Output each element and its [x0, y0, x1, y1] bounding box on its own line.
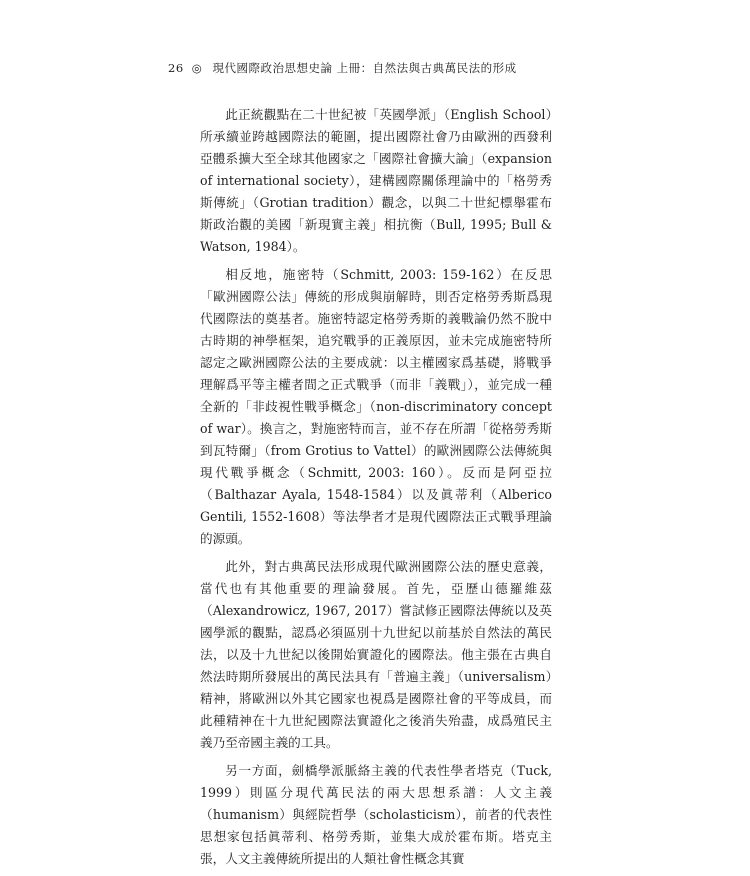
paragraph-2: 相反地，施密特（Schmitt, 2003: 159-162）在反思「歐洲國際公法」傳統的形成與崩解時，則否定格勞秀斯爲現代國際法的奠基者。施密特認定格勞秀斯的義戰論仍然不脫中古時期的神學框架，追究戰爭的正義原因，並未完成施密特所認定之歐洲國際公法的主要成就：以主權國家爲基礎，將戰爭理解爲平等主權者間之正式戰爭（而非「義戰」），並完成一種全新的「非歧視性戰爭概念」（non-discriminatory concept of war）。換言之，對施密特而言，並不存在所謂「從格勞秀斯到瓦特爾」（from Grotius to Vattel）的歐洲國際公法傳統與現代戰爭概念（Schmitt, 2003: 160）。反而是阿亞拉（Balthazar Ayala, 1548-1584）以及眞蒂利（Alberico Gentili, 1552-1608）等法學者才是現代國際法正式戰爭理論的源頭。: [200, 267, 552, 546]
book-title: 現代國際政治思想史論 上冊：自然法與古典萬民法的形成: [212, 61, 517, 75]
bullseye-ornament-icon: ◎: [191, 61, 203, 75]
paragraph-3: 此外，對古典萬民法形成現代歐洲國際公法的歷史意義，當代也有其他重要的理論發展。首先，亞歷山德羅維茲（Alexandrowicz, 1967, 2017）嘗試修正國際法傳統以及英國學派的觀點，認爲必須區別十九世紀以前基於自然法的萬民法，以及十九世紀以後開始實證化的國際法。他主張在古典自然法時期所發展出的萬民法具有「普遍主義」（universalism）精神，將歐洲以外其它國家也視爲是國際社會的平等成員，而此種精神在十九世紀國際法實證化之後消失殆盡，成爲殖民主義乃至帝國主義的工具。: [200, 559, 552, 750]
page-number: 26: [168, 61, 184, 75]
paragraph-1: 此正統觀點在二十世紀被「英國學派」（English School）所承續並跨越國際法的範圍，提出國際社會乃由歐洲的西發利亞體系擴大至全球其他國家之「國際社會擴大論」（expansion of international society），建構國際關係理論中的「格勞秀斯傳統」（Grotian tradition）觀念，以與二十世紀標舉霍布斯政治觀的美國「新現實主義」相抗衡（Bull, 1995; Bull & Watson, 1984）。: [200, 107, 552, 254]
paragraph-4: 另一方面，劍橋學派脈絡主義的代表性學者塔克（Tuck, 1999）則區分現代萬民法的兩大思想系譜：人文主義（humanism）與經院哲學（scholasticism），前者的代表性思想家包括眞蒂利、格勞秀斯，並集大成於霍布斯。塔克主張，人文主義傳統所提出的人類社會性概念其實: [200, 763, 552, 866]
running-header: [168, 60, 608, 76]
body-text: [200, 104, 552, 876]
